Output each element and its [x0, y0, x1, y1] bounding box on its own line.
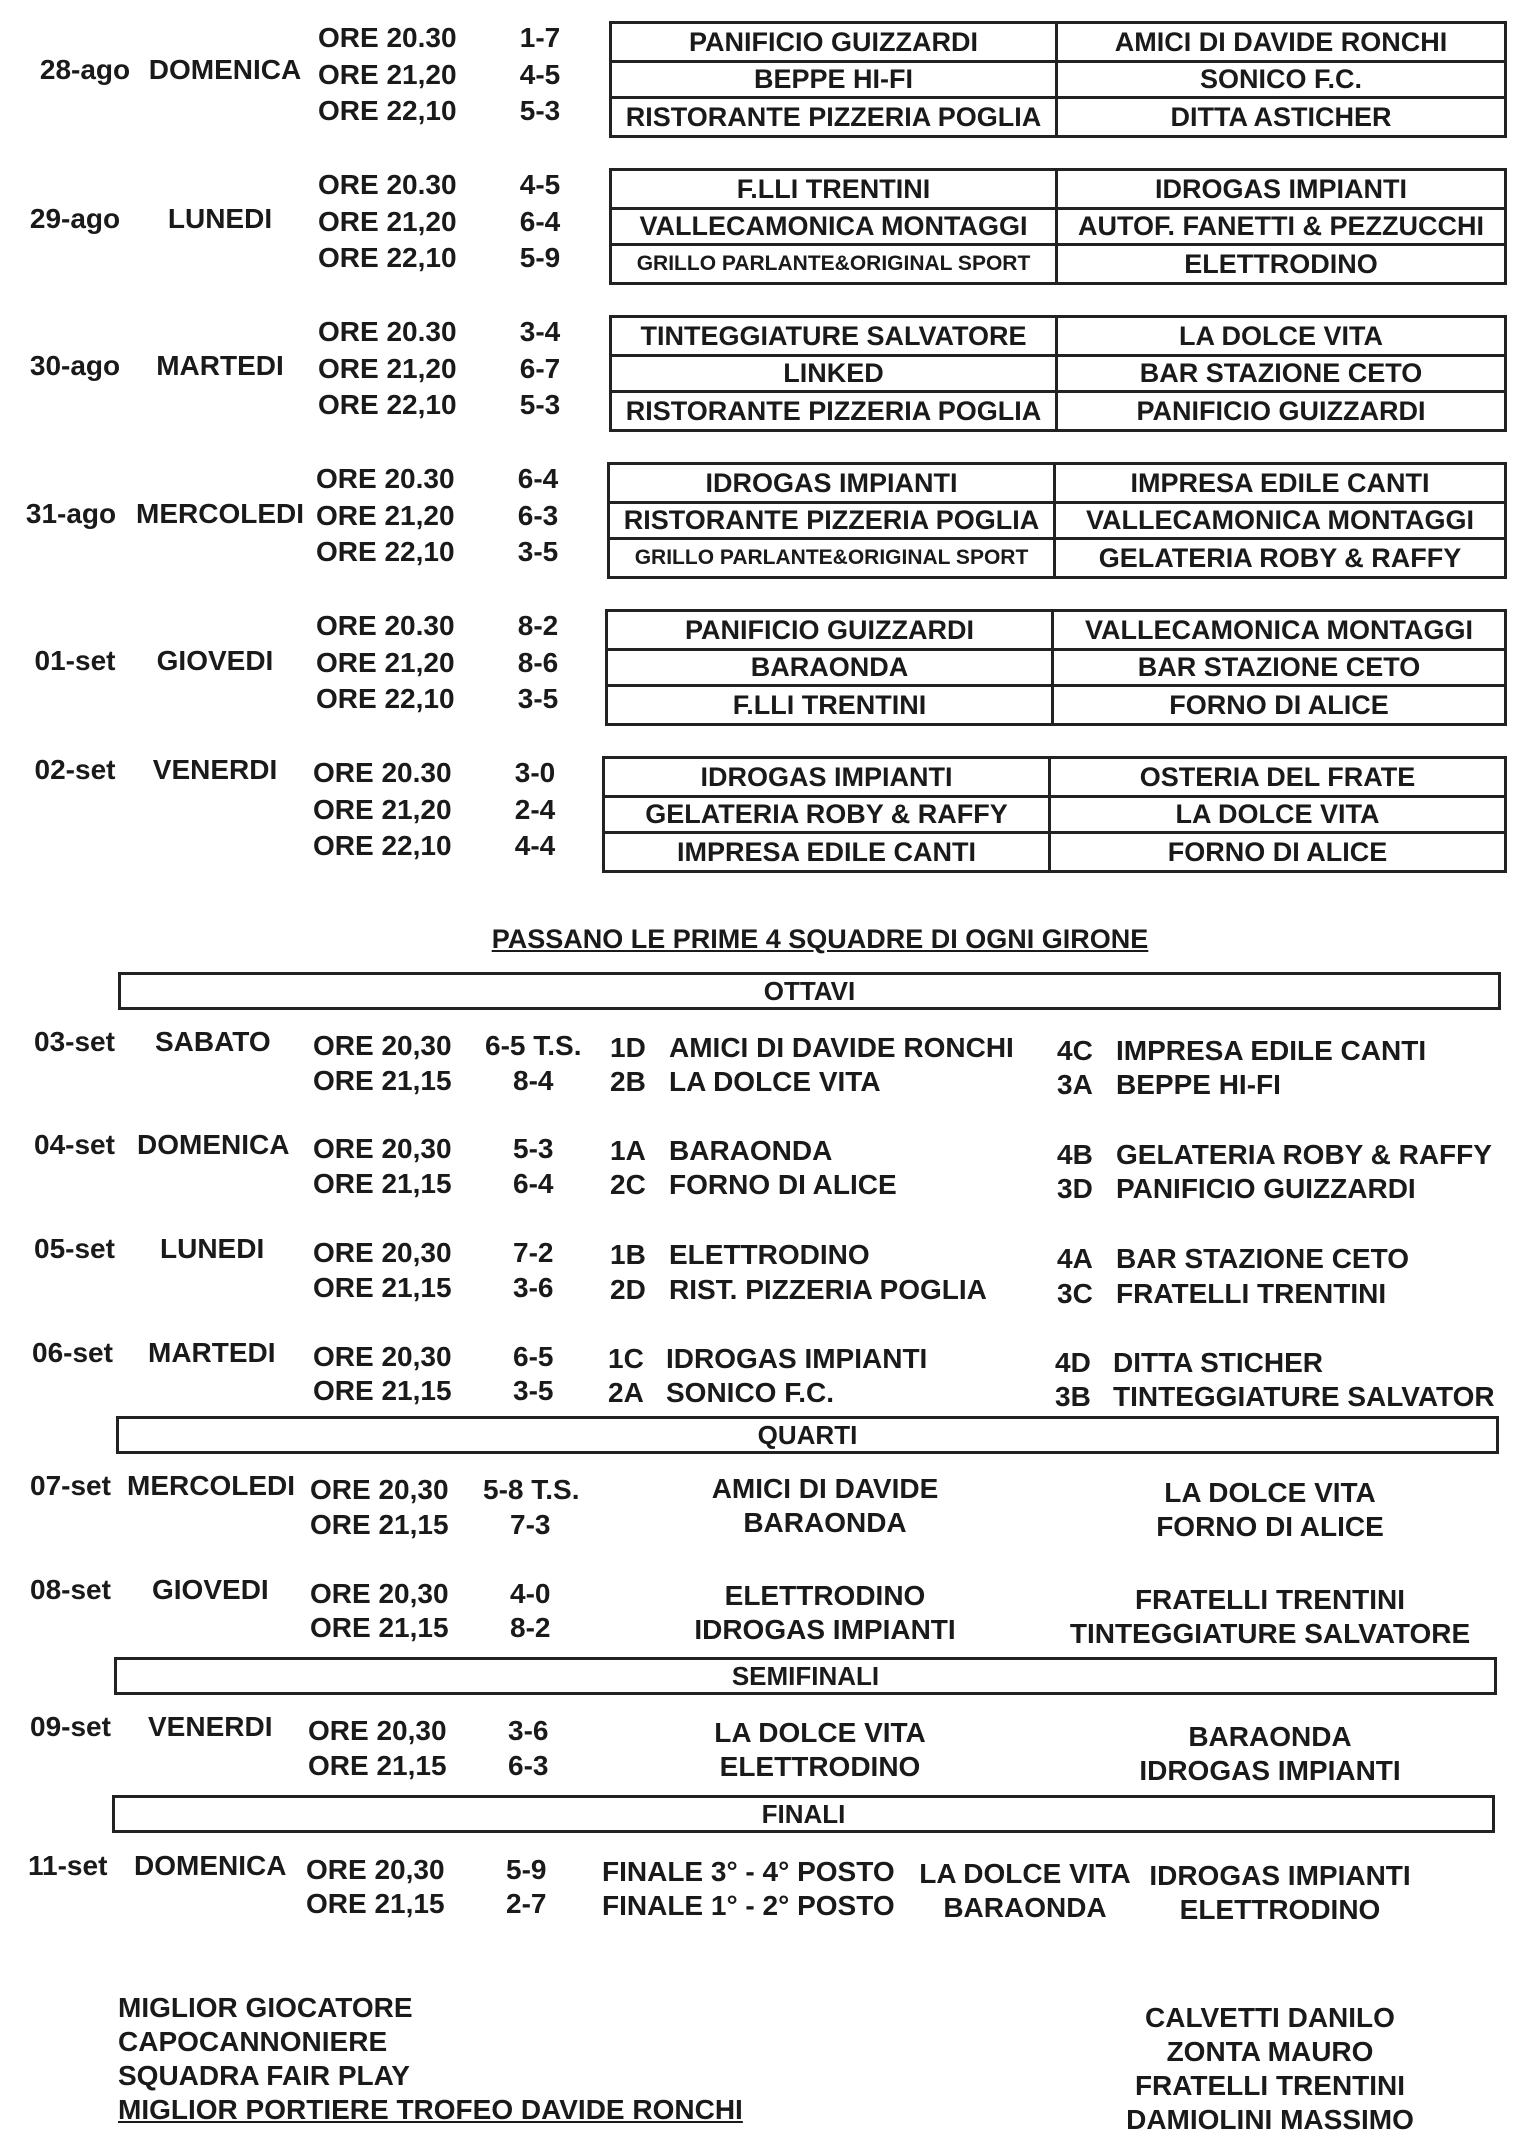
match-score: 6-4 [517, 463, 559, 494]
match-score: 5-9 [519, 242, 561, 273]
date-label: 06-set [32, 1337, 113, 1368]
home-team: BEPPE HI-FI [753, 64, 914, 94]
match-time: ORE 21,15 [313, 1272, 452, 1303]
weekday-label: LUNEDI [167, 203, 273, 234]
date-label: 30-ago [29, 350, 121, 381]
date-label: 11-set [28, 1850, 108, 1881]
home-team: IDROGAS IMPIANTI [700, 761, 953, 792]
match-time: ORE 21,15 [308, 1750, 447, 1781]
weekday-label: DOMENICA [134, 1850, 287, 1881]
team-name: SONICO F.C. [666, 1377, 835, 1408]
seed-label: 2A [608, 1377, 644, 1408]
match-time: ORE 20,30 [310, 1578, 449, 1609]
team-name: AMICI DI DAVIDE RONCHI [669, 1032, 1014, 1063]
match-score: 6-3 [508, 1750, 549, 1781]
seed-label: 1D [610, 1032, 646, 1063]
team-name: AMICI DI DAVIDE [711, 1473, 939, 1504]
home-team: GRILLO PARLANTE&ORIGINAL SPORT [636, 252, 1031, 275]
match-time: ORE 22,10 [313, 830, 452, 861]
home-team: F.LLI TRENTINI [736, 173, 931, 204]
final-label: FINALE 1° - 2° POSTO [602, 1890, 895, 1921]
away-team: AUTOF. FANETTI & PEZZUCCHI [1077, 211, 1484, 241]
match-score: 5-8 T.S. [483, 1474, 580, 1505]
date-label: 29-ago [29, 203, 121, 234]
match-time: ORE 21,15 [313, 1065, 452, 1096]
away-team: LA DOLCE VITA [1179, 320, 1383, 351]
match-score: 8-2 [510, 1612, 551, 1643]
match-table [602, 756, 1507, 873]
qualification-notice: PASSANO LE PRIME 4 SQUADRE DI OGNI GIRONE [491, 924, 1149, 954]
date-label: 05-set [34, 1233, 115, 1264]
match-score: 6-5 [513, 1341, 554, 1372]
away-team: VALLECAMONICA MONTAGGI [1085, 614, 1473, 645]
match-score: 3-0 [514, 757, 556, 788]
seed-label: 4C [1057, 1035, 1093, 1066]
home-team: IDROGAS IMPIANTI [705, 467, 958, 498]
match-time: ORE 20,30 [313, 1237, 452, 1268]
match-time: ORE 22,10 [316, 683, 455, 714]
team-name: PANIFICIO GUIZZARDI [1116, 1173, 1416, 1204]
award-winner: ZONTA MAURO [1166, 2036, 1374, 2067]
match-score: 5-9 [506, 1854, 547, 1885]
match-score: 6-4 [519, 206, 561, 237]
away-team: GELATERIA ROBY & RAFFY [1098, 542, 1462, 573]
match-time: ORE 21,15 [313, 1168, 452, 1199]
match-score: 3-5 [513, 1375, 554, 1406]
weekday-label: GIOVEDI [156, 645, 274, 676]
seed-label: 2B [610, 1066, 646, 1097]
away-team: PANIFICIO GUIZZARDI [1136, 395, 1426, 426]
section-banner-finali: FINALI [112, 1795, 1495, 1833]
date-label: 07-set [30, 1470, 111, 1501]
match-time: ORE 20.30 [316, 610, 455, 641]
home-team: RISTORANTE PIZZERIA POGLIA [625, 395, 1042, 426]
section-banner-semifinali: SEMIFINALI [114, 1657, 1497, 1695]
match-score: 1-7 [519, 22, 561, 53]
match-time: ORE 20,30 [308, 1715, 447, 1746]
weekday-label: MERCOLEDI [127, 1470, 295, 1501]
match-time: ORE 21,20 [318, 353, 457, 384]
seed-label: 4D [1055, 1347, 1091, 1378]
match-table [607, 462, 1507, 579]
match-time: ORE 20,30 [313, 1341, 452, 1372]
weekday-label: MERCOLEDI [136, 498, 304, 529]
team-name: LA DOLCE VITA [1164, 1477, 1376, 1508]
team-name: DITTA STICHER [1113, 1347, 1323, 1378]
match-table [609, 21, 1507, 138]
team-name: LA DOLCE VITA [714, 1717, 926, 1748]
team-name: FORNO DI ALICE [1156, 1511, 1384, 1542]
home-team: RISTORANTE PIZZERIA POGLIA [625, 101, 1042, 132]
seed-label: 3D [1057, 1173, 1093, 1204]
match-table [605, 609, 1507, 726]
date-label: 02-set [34, 754, 116, 785]
match-score: 5-3 [519, 95, 561, 126]
team-name: IDROGAS IMPIANTI [666, 1343, 928, 1374]
away-team: SONICO F.C. [1199, 64, 1362, 94]
match-score: 3-6 [508, 1715, 549, 1746]
match-time: ORE 21,20 [318, 206, 457, 237]
team-name: TINTEGGIATURE SALVATORE [1069, 1618, 1471, 1649]
award-title: CAPOCANNONIERE [118, 2026, 388, 2057]
weekday-label: VENERDI [148, 1711, 273, 1742]
team-name: BAR STAZIONE CETO [1116, 1243, 1409, 1274]
team-name: LA DOLCE VITA [919, 1858, 1131, 1889]
match-score: 7-2 [513, 1237, 554, 1268]
team-name: FRATELLI TRENTINI [1134, 1584, 1406, 1615]
away-team: BAR STAZIONE CETO [1137, 652, 1421, 682]
date-label: 03-set [34, 1026, 115, 1057]
seed-label: 4B [1057, 1139, 1093, 1170]
away-team: FORNO DI ALICE [1167, 836, 1388, 867]
home-team: GELATERIA ROBY & RAFFY [645, 799, 1008, 829]
team-name: BEPPE HI-FI [1116, 1069, 1281, 1100]
match-time: ORE 20,30 [313, 1133, 452, 1164]
weekday-label: VENERDI [152, 754, 278, 785]
away-team: IDROGAS IMPIANTI [1154, 173, 1407, 204]
match-time: ORE 21,20 [313, 794, 452, 825]
match-score: 3-4 [519, 316, 561, 347]
match-score: 4-5 [519, 169, 561, 200]
match-table [609, 315, 1507, 432]
match-score: 3-5 [517, 536, 559, 567]
match-time: ORE 21,20 [318, 59, 457, 90]
date-label: 01-set [34, 645, 116, 676]
match-score: 6-7 [519, 353, 561, 384]
section-banner-ottavi: OTTAVI [118, 972, 1501, 1010]
weekday-label: MARTEDI [156, 350, 284, 381]
away-team: BAR STAZIONE CETO [1139, 358, 1423, 388]
match-time: ORE 22,10 [318, 95, 457, 126]
final-label: FINALE 3° - 4° POSTO [602, 1856, 895, 1887]
match-time: ORE 20.30 [318, 169, 457, 200]
home-team: PANIFICIO GUIZZARDI [689, 26, 978, 57]
away-team: IMPRESA EDILE CANTI [1130, 467, 1430, 498]
weekday-label: SABATO [155, 1026, 271, 1057]
away-team: OSTERIA DEL FRATE [1139, 761, 1416, 792]
match-score: 4-0 [510, 1578, 551, 1609]
weekday-label: DOMENICA [137, 1129, 290, 1160]
match-score: 4-4 [514, 830, 556, 861]
match-score: 5-3 [513, 1133, 554, 1164]
match-time: ORE 20.30 [318, 316, 457, 347]
match-time: ORE 20,30 [310, 1474, 449, 1505]
match-time: ORE 22,10 [318, 242, 457, 273]
home-team: IMPRESA EDILE CANTI [676, 836, 977, 867]
team-name: IDROGAS IMPIANTI [1139, 1755, 1401, 1786]
home-team: VALLECAMONICA MONTAGGI [639, 211, 1028, 241]
match-score: 6-3 [517, 500, 559, 531]
seed-label: 3C [1057, 1278, 1093, 1309]
match-time: ORE 21,15 [310, 1509, 449, 1540]
team-name: LA DOLCE VITA [669, 1066, 881, 1097]
match-score: 6-5 T.S. [485, 1030, 582, 1061]
team-name: IDROGAS IMPIANTI [1149, 1860, 1411, 1891]
match-table [609, 168, 1507, 285]
team-name: FORNO DI ALICE [669, 1169, 897, 1200]
away-team: AMICI DI DAVIDE RONCHI [1114, 26, 1448, 57]
weekday-label: LUNEDI [160, 1233, 265, 1264]
match-score: 2-7 [506, 1888, 547, 1919]
seed-label: 2D [610, 1274, 646, 1305]
section-banner-quarti: QUARTI [116, 1416, 1499, 1454]
away-team: DITTA ASTICHER [1170, 101, 1392, 132]
match-score: 6-4 [513, 1168, 554, 1199]
date-label: 09-set [30, 1711, 111, 1742]
team-name: BARAONDA [743, 1507, 907, 1538]
team-name: TINTEGGIATURE SALVATOR [1113, 1381, 1495, 1412]
match-time: ORE 22,10 [316, 536, 455, 567]
seed-label: 1B [610, 1239, 646, 1270]
weekday-label: MARTEDI [148, 1337, 276, 1368]
match-score: 8-4 [513, 1065, 554, 1096]
seed-label: 2C [610, 1169, 646, 1200]
team-name: BARAONDA [669, 1135, 833, 1166]
seed-label: 1C [608, 1343, 644, 1374]
date-label: 04-set [34, 1129, 115, 1160]
away-team: LA DOLCE VITA [1175, 799, 1380, 829]
team-name: FRATELLI TRENTINI [1116, 1278, 1387, 1309]
team-name: ELETTRODINO [719, 1751, 921, 1782]
home-team: GRILLO PARLANTE&ORIGINAL SPORT [634, 546, 1029, 569]
match-time: ORE 22,10 [318, 389, 457, 420]
match-score: 4-5 [519, 59, 561, 90]
weekday-label: DOMENICA [148, 54, 302, 85]
match-score: 3-6 [513, 1272, 554, 1303]
date-label: 08-set [30, 1574, 111, 1605]
date-label: 28-ago [39, 54, 131, 85]
award-title: MIGLIOR GIOCATORE [118, 1992, 413, 2023]
home-team: LINKED [783, 358, 884, 388]
team-name: IDROGAS IMPIANTI [694, 1614, 956, 1645]
away-team: VALLECAMONICA MONTAGGI [1086, 505, 1474, 535]
award-winner: CALVETTI DANILO [1145, 2002, 1395, 2033]
team-name: IMPRESA EDILE CANTI [1116, 1035, 1427, 1066]
match-time: ORE 20.30 [313, 757, 452, 788]
match-score: 3-5 [517, 683, 559, 714]
match-score: 5-3 [519, 389, 561, 420]
seed-label: 1A [610, 1135, 646, 1166]
away-team: FORNO DI ALICE [1169, 689, 1389, 720]
team-name: BARAONDA [943, 1892, 1107, 1923]
award-winner: FRATELLI TRENTINI [1134, 2070, 1406, 2101]
match-time: ORE 21,20 [316, 500, 455, 531]
match-time: ORE 21,15 [313, 1375, 452, 1406]
match-score: 2-4 [514, 794, 556, 825]
award-title: MIGLIOR PORTIERE TROFEO DAVIDE RONCHI [118, 2094, 743, 2125]
seed-label: 3B [1055, 1381, 1091, 1412]
home-team: RISTORANTE PIZZERIA POGLIA [623, 505, 1040, 535]
team-name: GELATERIA ROBY & RAFFY [1116, 1139, 1492, 1170]
team-name: ELETTRODINO [669, 1239, 870, 1270]
match-time: ORE 20,30 [306, 1854, 445, 1885]
match-score: 8-6 [517, 647, 559, 678]
away-team: ELETTRODINO [1184, 248, 1378, 279]
award-winner: DAMIOLINI MASSIMO [1126, 2104, 1414, 2135]
match-time: ORE 20.30 [318, 22, 457, 53]
match-score: 8-2 [517, 610, 559, 641]
seed-label: 4A [1057, 1243, 1093, 1274]
team-name: ELETTRODINO [1179, 1894, 1381, 1925]
home-team: F.LLI TRENTINI [732, 689, 927, 720]
team-name: ELETTRODINO [724, 1580, 926, 1611]
match-time: ORE 21,20 [316, 647, 455, 678]
team-name: RIST. PIZZERIA POGLIA [669, 1274, 987, 1305]
date-label: 31-ago [25, 498, 117, 529]
match-score: 7-3 [510, 1509, 551, 1540]
seed-label: 3A [1057, 1069, 1093, 1100]
match-time: ORE 20.30 [316, 463, 455, 494]
home-team: TINTEGGIATURE SALVATORE [640, 320, 1027, 351]
home-team: BARAONDA [750, 652, 909, 682]
award-title: SQUADRA FAIR PLAY [118, 2060, 410, 2091]
match-time: ORE 20,30 [313, 1030, 452, 1061]
team-name: BARAONDA [1188, 1721, 1352, 1752]
home-team: PANIFICIO GUIZZARDI [685, 614, 974, 645]
match-time: ORE 21,15 [306, 1888, 445, 1919]
match-time: ORE 21,15 [310, 1612, 449, 1643]
weekday-label: GIOVEDI [152, 1574, 269, 1605]
